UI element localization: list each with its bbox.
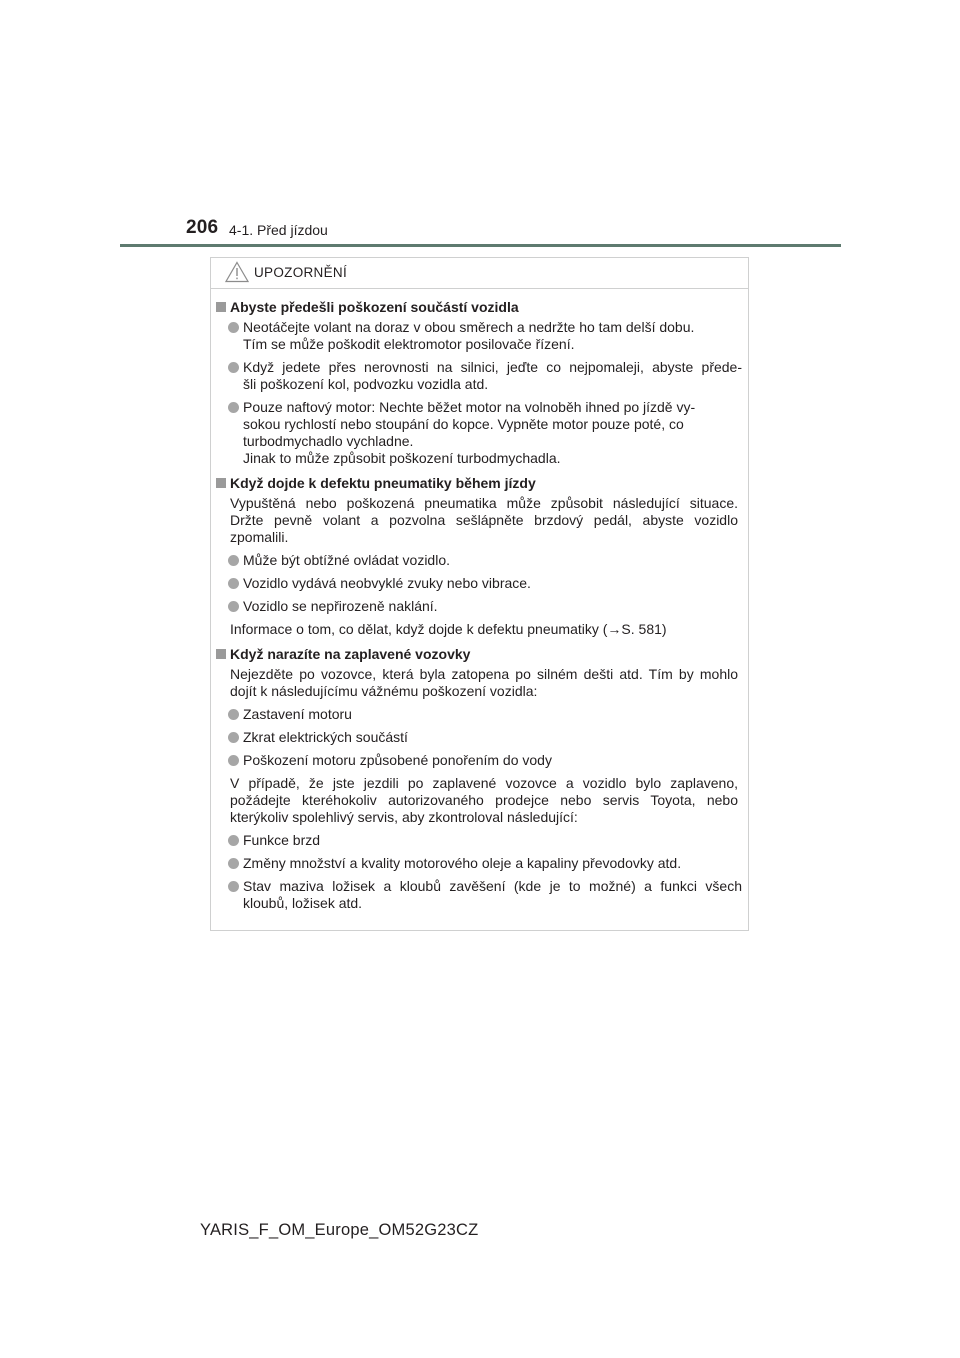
text-line: Poškození motoru způsobené ponořením do vody bbox=[243, 752, 552, 768]
bullet-dot-icon bbox=[228, 835, 239, 846]
warning-triangle-icon bbox=[225, 261, 249, 283]
text-line: Změny množství a kvality motorového oleje a kapaliny převodovky atd. bbox=[243, 855, 682, 871]
square-bullet-icon bbox=[216, 478, 226, 488]
warning-header bbox=[211, 258, 748, 289]
square-bullet-icon bbox=[216, 649, 226, 659]
bullet-item bbox=[211, 706, 748, 723]
square-bullet-icon bbox=[216, 302, 226, 312]
bullet-item bbox=[211, 359, 748, 393]
page-number: 206 bbox=[186, 217, 219, 238]
text-line: Když jedete přes nerovnosti na silnici, jeďte co nejpomaleji, abyste přede- bbox=[243, 359, 742, 375]
bullet-dot-icon bbox=[228, 732, 239, 743]
bullet-item bbox=[211, 598, 748, 615]
bullet-dot-icon bbox=[228, 322, 239, 333]
section-heading-text: Abyste předešli poškození součástí vozidla bbox=[230, 299, 519, 315]
bullet-dot-icon bbox=[228, 709, 239, 720]
text-line: kterýkoliv spolehlivý servis, aby zkontroloval následující: bbox=[230, 809, 578, 825]
text-line: Stav maziva ložisek a kloubů zavěšení (kde je to možné) a funkci všech bbox=[243, 878, 742, 894]
bullet-item bbox=[211, 319, 748, 353]
bullet-dot-icon bbox=[228, 858, 239, 869]
header-rule bbox=[120, 244, 841, 247]
section-middle bbox=[211, 775, 748, 826]
bullet-item bbox=[211, 832, 748, 849]
text-line: Nejezděte po vozovce, která byla zatopena po silném dešti atd. Tím by mohlo bbox=[230, 666, 738, 682]
bullet-item bbox=[211, 729, 748, 746]
bullet-dot-icon bbox=[228, 555, 239, 566]
bullet-item bbox=[211, 399, 748, 467]
warning-section bbox=[211, 299, 748, 467]
text-line: zpomalili. bbox=[230, 529, 289, 545]
text-line: V případě, že jste jezdili po zaplavené vozovce a vozidlo bylo zaplaveno, bbox=[230, 775, 738, 791]
warning-title: UPOZORNĚNÍ bbox=[254, 265, 348, 280]
bullet-dot-icon bbox=[228, 362, 239, 373]
section-intro bbox=[211, 666, 748, 700]
bullet-dot-icon bbox=[228, 881, 239, 892]
section-title: 4-1. Před jízdou bbox=[229, 222, 328, 238]
text-line: turbodmychadlo vychladne. bbox=[243, 433, 414, 449]
text-line: Držte pevně volant a pozvolna sešlápněte brzdový pedál, abyste vozidlo bbox=[230, 512, 738, 528]
text-line: Pouze naftový motor: Nechte běžet motor na volnoběh ihned po jízdě vy- bbox=[243, 399, 696, 415]
bullet-item bbox=[211, 552, 748, 569]
section-heading-text: Když dojde k defektu pneumatiky během jízdy bbox=[230, 475, 536, 491]
text-line: šli poškození kol, podvozku vozidla atd. bbox=[243, 376, 489, 392]
bullet-item bbox=[211, 878, 748, 912]
section-heading-text: Když narazíte na zaplavené vozovky bbox=[230, 646, 471, 662]
bullet-dot-icon bbox=[228, 755, 239, 766]
text-line: kloubů, ložisek atd. bbox=[243, 895, 363, 911]
text-line: sokou rychlostí nebo stoupání do kopce. Vypněte motor pouze poté, co bbox=[243, 416, 684, 432]
section-outro: Informace o tom, co dělat, když dojde k defektu pneumatiky (→S. 581) bbox=[230, 621, 667, 637]
footer-code: YARIS_F_OM_Europe_OM52G23CZ bbox=[200, 1221, 479, 1239]
bullet-dot-icon bbox=[228, 402, 239, 413]
text-line: Vozidlo se nepřirozeně naklání. bbox=[243, 598, 438, 614]
warning-body bbox=[211, 299, 748, 920]
text-line: Funkce brzd bbox=[243, 832, 321, 848]
text-line: Neotáčejte volant na doraz v obou směrech a nedržte ho tam delší dobu. bbox=[243, 319, 695, 335]
section-heading bbox=[211, 299, 748, 316]
bullet-item bbox=[211, 855, 748, 872]
bullet-dot-icon bbox=[228, 601, 239, 612]
text-line: Zkrat elektrických součástí bbox=[243, 729, 408, 745]
section-heading bbox=[211, 475, 748, 492]
bullet-item bbox=[211, 575, 748, 592]
bullet-item bbox=[211, 752, 748, 769]
warning-box bbox=[210, 257, 749, 931]
text-line: Tím se může poškodit elektromotor posilovače řízení. bbox=[243, 336, 575, 352]
section-heading bbox=[211, 646, 748, 663]
text-line: Vozidlo vydává neobvyklé zvuky nebo vibrace. bbox=[243, 575, 531, 591]
text-line: Může být obtížné ovládat vozidlo. bbox=[243, 552, 451, 568]
text-line: Zastavení motoru bbox=[243, 706, 352, 722]
text-line: dojít k následujícímu vážnému poškození vozidla: bbox=[230, 683, 538, 699]
bullet-dot-icon bbox=[228, 578, 239, 589]
text-line: požádejte kteréhokoliv autorizovaného prodejce nebo servis Toyota, nebo bbox=[230, 792, 738, 808]
section-intro bbox=[211, 495, 748, 546]
warning-section bbox=[211, 475, 748, 638]
warning-section bbox=[211, 646, 748, 912]
text-line: Vypuštěná nebo poškozená pneumatika může způsobit následující situace. bbox=[230, 495, 738, 511]
text-line: Jinak to může způsobit poškození turbodmychadla. bbox=[243, 450, 561, 466]
